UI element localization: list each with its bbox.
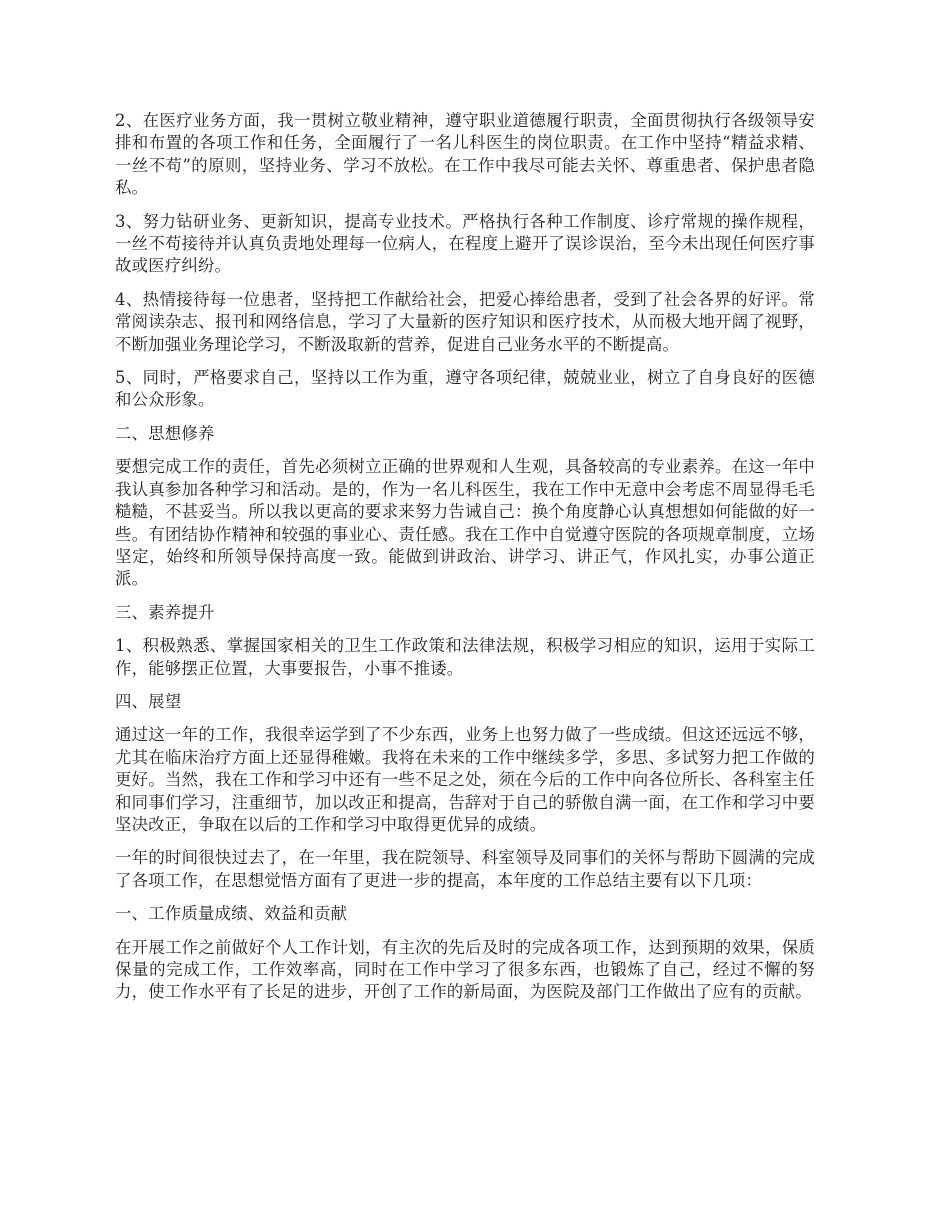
section-heading-quality-improvement: 三、素养提升 xyxy=(115,602,215,622)
paragraph-ideology: 要想完成工作的责任，首先必须树立正确的世界观和人生观，具备较高的专业素养。在这一年中我认真参加各种学习和活动。是的，作为一名儿科医生，我在工作中无意中会考虑不周显得毛毛糙糙，不甚妥当。所以我以更高的要求来努力告诫自己：换个角度静心认真想想如何能做的好一些。有团结协作精神和较强的事业心、责任感。我在工作中自觉遵守医院的各项规章制度，立场坚定，始终和所领导保持高度一致。能做到讲政治、讲学习、讲正气，作风扎实，办事公道正派。 xyxy=(115,457,815,589)
paragraph-work-quality: 在开展工作之前做好个人工作计划，有主次的先后及时的完成各项工作，达到预期的效果，保质保量的完成工作，工作效率高，同时在工作中学习了很多东西，也锻炼了自己，经过不懈的努力，使工作水平有了长足的进步，开创了工作的新局面，为医院及部门工作做出了应有的贡献。 xyxy=(115,937,815,1002)
paragraph-year-summary: 一年的时间很快过去了，在一年里，我在院领导、科室领导及同事们的关怀与帮助下圆满的完成了各项工作，在思想觉悟方面有了更进一步的提高，本年度的工作总结主要有以下几项： xyxy=(115,848,815,890)
paragraph-policy-study: 1、积极熟悉、掌握国家相关的卫生工作政策和法律法规，积极学习相应的知识，运用于实际工作，能够摆正位置，大事要报告，小事不推诿。 xyxy=(115,636,815,678)
paragraph-medical-work: 2、在医疗业务方面，我一贯树立敬业精神，遵守职业道德履行职责，全面贯彻执行各级领导安排和布置的各项工作和任务，全面履行了一名儿科医生的岗位职责。在工作中坚持“精益求精、一丝不苟”的原则，坚持业务、学习不放松。在工作中我尽可能去关怀、尊重患者、保护患者隐私。 xyxy=(115,111,815,198)
section-heading-outlook: 四、展望 xyxy=(115,691,182,711)
paragraph-study-business: 3、努力钻研业务、更新知识，提高专业技术。严格执行各种工作制度、诊疗常规的操作规程，一丝不苟接待并认真负责地处理每一位病人，在程度上避开了误诊误治，至今未出现任何医疗事故或医疗纠纷。 xyxy=(115,211,815,276)
paragraph-self-discipline: 5、同时，严格要求自己，坚持以工作为重，遵守各项纪律，兢兢业业，树立了自身良好的医德和公众形象。 xyxy=(115,368,815,410)
paragraph-outlook: 通过这一年的工作，我很幸运学到了不少东西，业务上也努力做了一些成绩。但这还远远不够，尤其在临床治疗方面上还显得稚嫩。我将在未来的工作中继续多学，多思、多试努力把工作做的更好。当然，我在工作和学习中还有一些不足之处，须在今后的工作中向各位所长、各科室主任和同事们学习，注重细节，加以改正和提高，告辞对于自己的骄傲自满一面，在工作和学习中要坚决改正，争取在以后的工作和学习中取得更优异的成绩。 xyxy=(115,725,815,834)
section-heading-ideology: 二、思想修养 xyxy=(115,423,215,443)
section-heading-work-quality: 一、工作质量成绩、效益和贡献 xyxy=(115,904,348,924)
paragraph-patient-care: 4、热情接待每一位患者，坚持把工作献给社会，把爱心捧给患者，受到了社会各界的好评。常常阅读杂志、报刊和网络信息，学习了大量新的医疗知识和医疗技术，从而极大地开阔了视野，不断加强业务理论学习，不断汲取新的营养，促进自己业务水平的不断提高。 xyxy=(115,289,815,354)
